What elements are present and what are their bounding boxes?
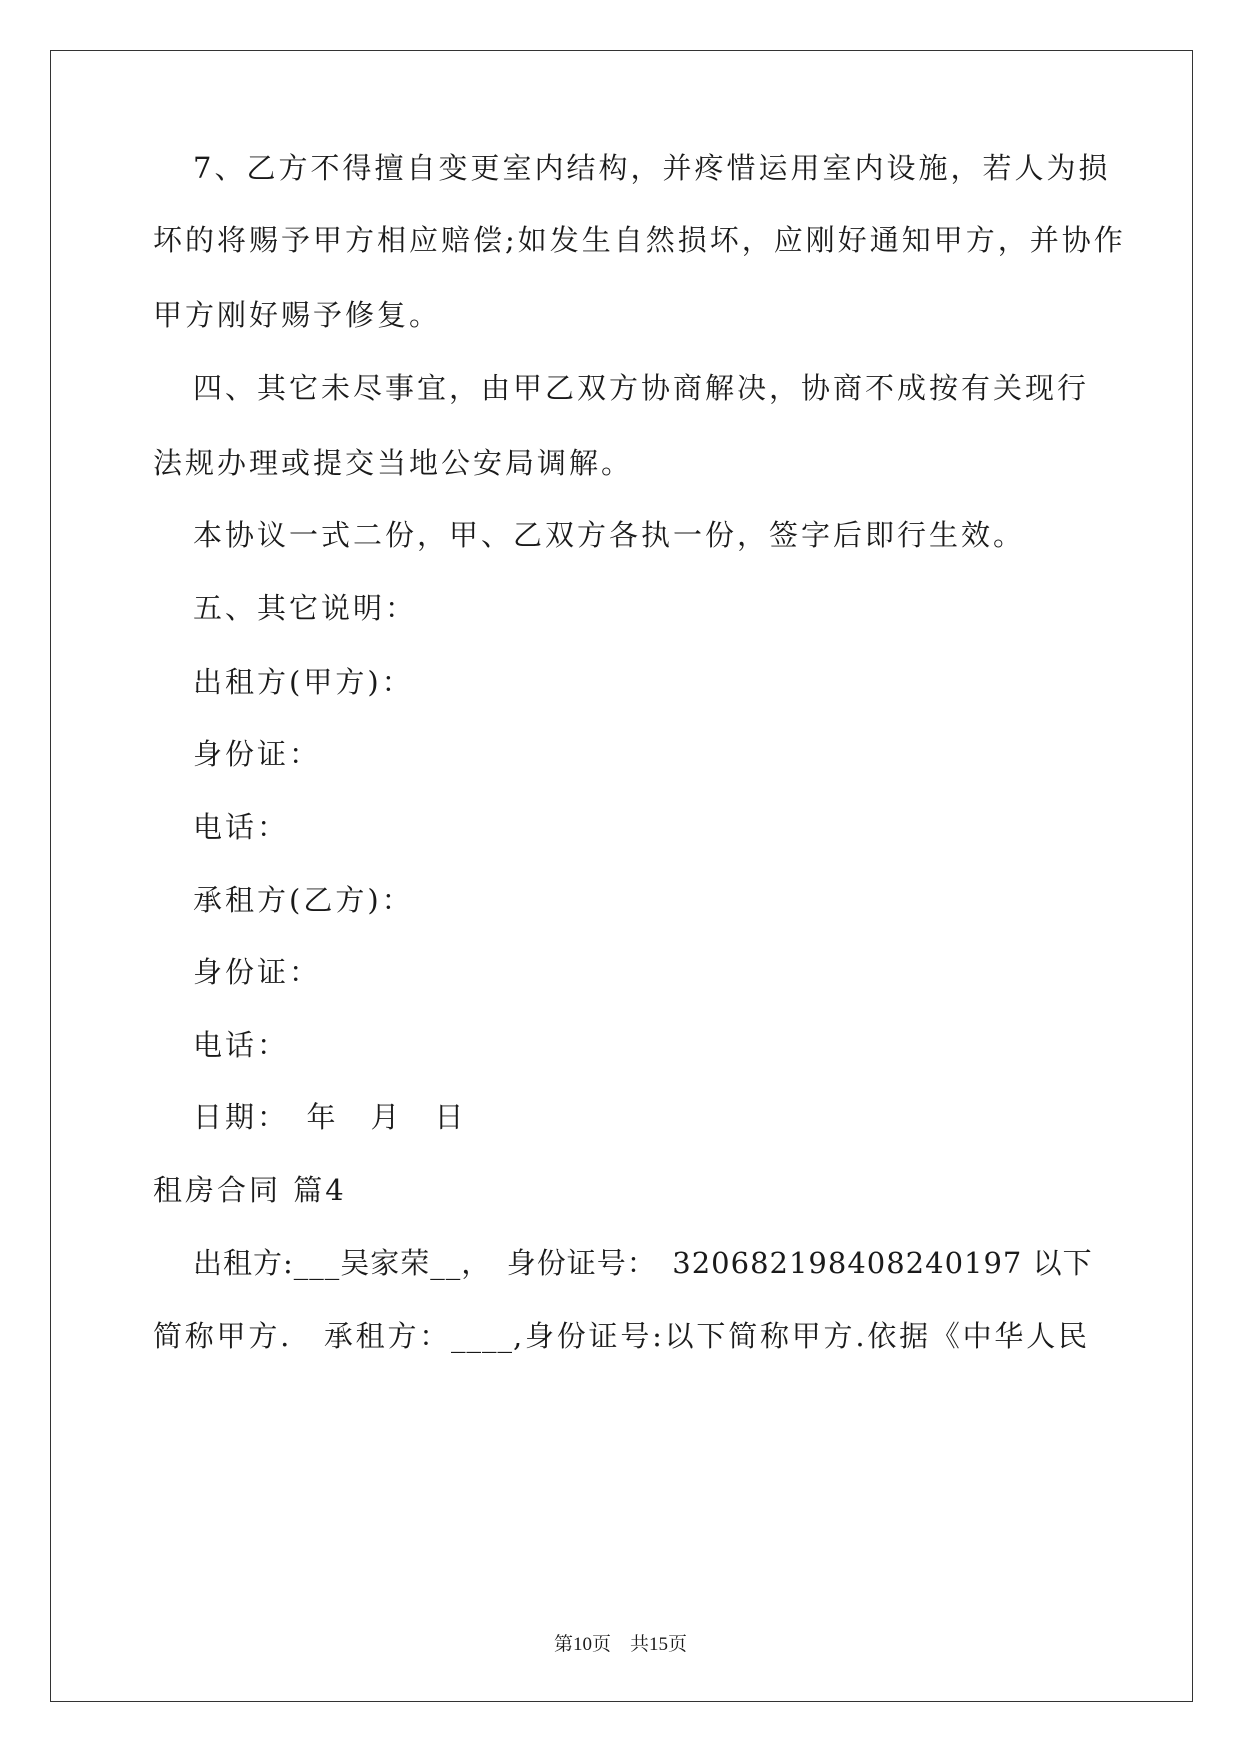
paragraph-line: 坏的将赐予甲方相应赔偿;如发生自然损坏，应刚好通知甲方，并协作 (153, 223, 1126, 257)
signature-field-label: 出租方(甲方)： (193, 665, 414, 699)
paragraph-line: 简称甲方. 承租方：____,身份证号:以下简称甲方.依据《中华人民 (153, 1319, 1088, 1353)
page-footer (0, 1633, 1241, 1657)
signature-field-label: 电话： (193, 1028, 290, 1062)
paragraph-line: 四、其它未尽事宜，由甲乙双方协商解决，协商不成按有关现行 (193, 371, 1090, 405)
signature-field-label: 身份证： (193, 737, 322, 771)
signature-field-label: 电话： (193, 810, 290, 844)
paragraph-line: 法规办理或提交当地公安局调解。 (153, 446, 634, 480)
signature-field-label: 承租方(乙方)： (193, 883, 414, 917)
paragraph-line: 甲方刚好赐予修复。 (153, 298, 442, 332)
date-field-label: 日期： 年 月 日 (193, 1100, 467, 1134)
paragraph-line: 出租方:___吴家荣__， 身份证号： 320682198408240197 以下 (193, 1246, 1093, 1280)
paragraph-line: 本协议一式二份，甲、乙双方各执一份，签字后即行生效。 (193, 518, 1026, 552)
section-heading: 五、其它说明： (193, 591, 418, 625)
page-number: 第10页 共15页 (553, 1634, 687, 1655)
signature-field-label: 身份证： (193, 955, 322, 989)
paragraph-line: 7、乙方不得擅自变更室内结构，并疼惜运用室内设施，若人为损 (193, 151, 1111, 185)
section-title: 租房合同 篇4 (153, 1173, 347, 1207)
